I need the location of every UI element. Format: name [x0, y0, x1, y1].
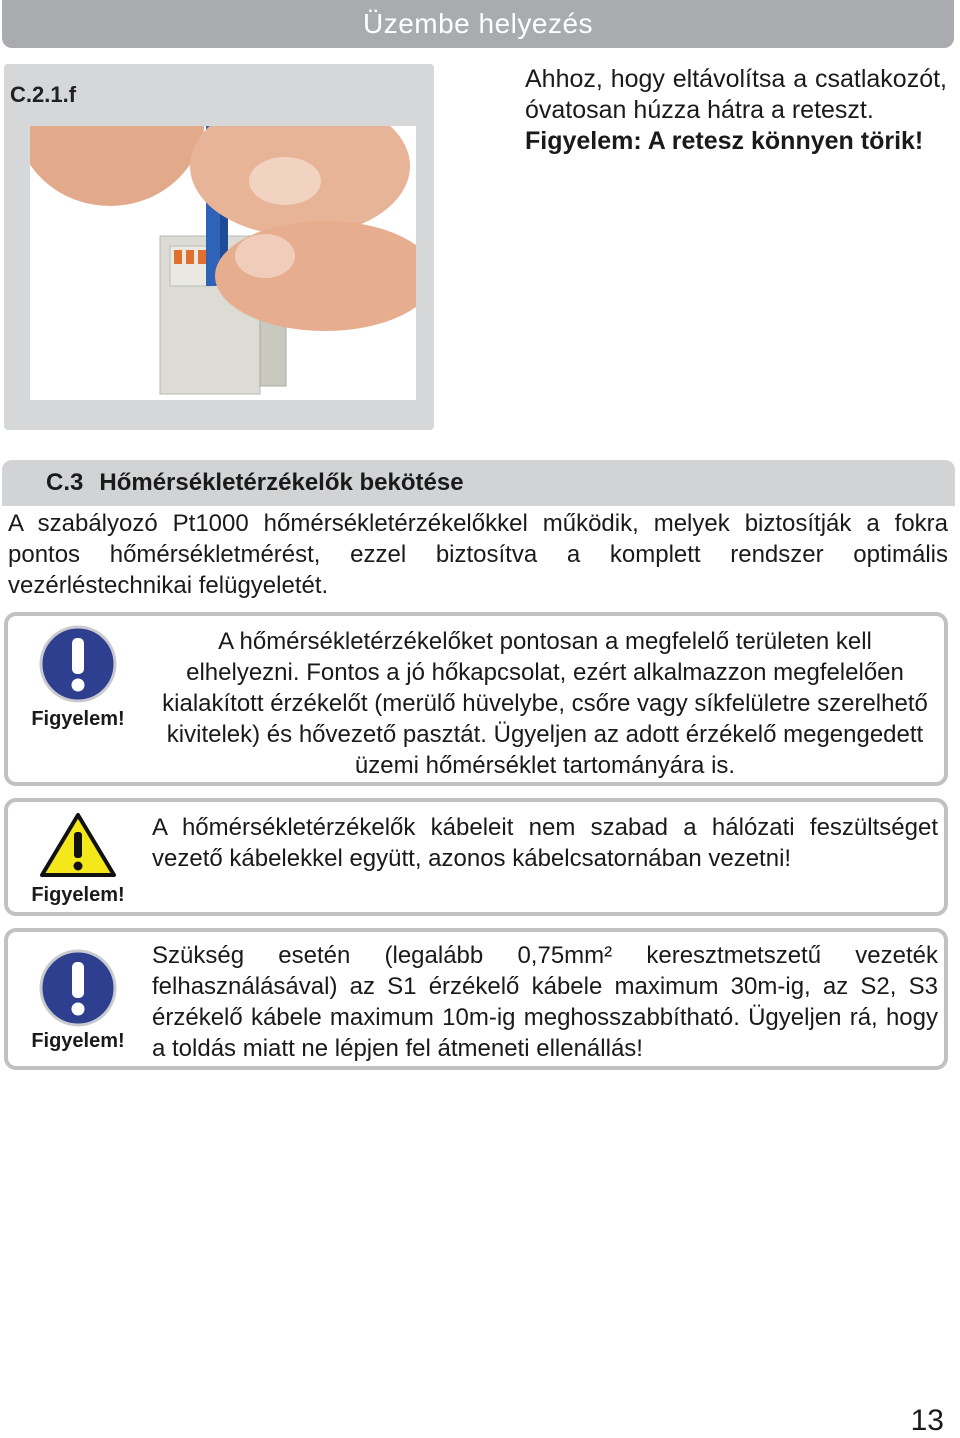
notice-box: [4, 612, 948, 786]
page-header: [2, 0, 954, 48]
page-header-title: Üzembe helyezés: [362, 8, 594, 39]
section-intro: A szabályozó Pt1000 hőmérsékletérzékelőkkel működik, melyek biztosítják a fokra pontos hőmérsékletmérést, ezzel biztosítva a komplett rendszer optimális vezérléstechnikai felügyeletét.: [8, 510, 948, 599]
notice-text: A hőmérsékletérzékelőket pontosan a megfelelő területen kell elhelyezni. Fontos a jó hőkapcsolat, ezért alkalmazzon megfelelően kialakított érzékelőt (merülő hüvelybe, csőre vagy síkfelületre szerelhető kivitelek) és hővezető pasztát. Ügyeljen az adott érzékelő megengedett üzemi hőmérséklet tartományára is.: [162, 628, 928, 779]
notice-caption: Figyelem!: [31, 884, 125, 906]
notice-box: [4, 798, 948, 916]
section-title: Hőmérsékletérzékelők bekötése: [99, 469, 464, 496]
figure-label: C.2.1.f: [10, 82, 77, 107]
connector-instruction: [525, 64, 947, 157]
exclamation-circle-icon: [22, 624, 134, 709]
connector-photo: [30, 126, 416, 400]
section-number: C.3: [46, 469, 84, 496]
page-number: 13: [910, 1404, 944, 1437]
instruction-text: Ahhoz, hogy eltávolítsa a csatlakozót, óvatosan húzza hátra a reteszt.: [525, 65, 947, 124]
notice-text: Szükség esetén (legalább 0,75mm² keresztmetszetű vezeték felhasználásával) az S1 érzékelő kábele maximum 30m-ig, az S2, S3 érzékelő kábele maximum 10m-ig meghosszabbítható. Ügyeljen rá, hogy a toldás miatt ne lépjen fel átmeneti ellenállás!: [152, 942, 938, 1062]
warning-triangle-icon: [22, 812, 134, 883]
section-heading: [2, 460, 955, 506]
notice-caption: Figyelem!: [31, 1030, 125, 1052]
notice-text: A hőmérsékletérzékelők kábeleit nem szabad a hálózati feszültséget vezető kábelekkel együtt, azonos kábelcsatornában vezetni!: [152, 814, 938, 872]
notice-caption: Figyelem!: [31, 708, 125, 730]
instruction-warning: Figyelem: A retesz könnyen törik!: [525, 127, 924, 155]
exclamation-circle-icon: [22, 948, 134, 1033]
notice-box: [4, 928, 948, 1070]
